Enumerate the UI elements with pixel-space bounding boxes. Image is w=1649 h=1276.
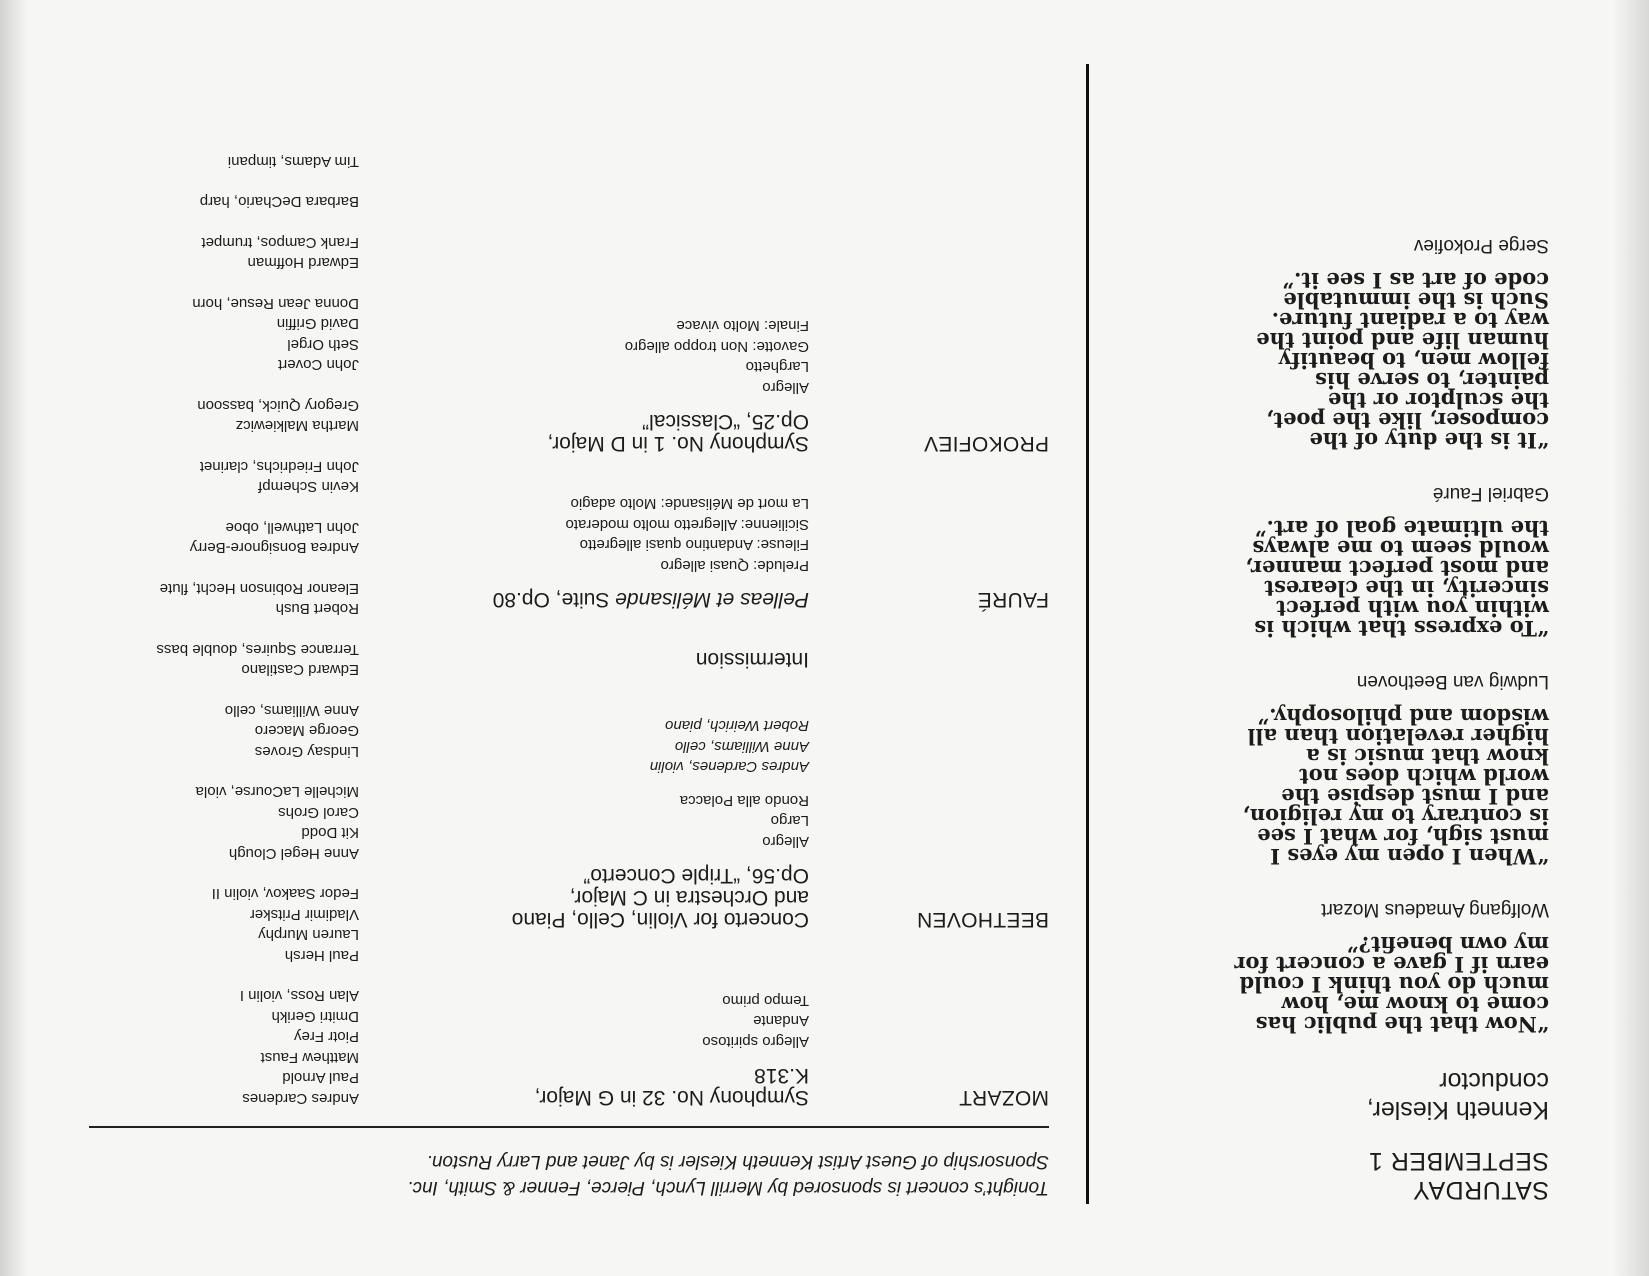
roster-name: George Macero xyxy=(254,722,359,740)
roster-name: Robert Bush xyxy=(275,600,359,618)
soloist: Anne Williams, cello xyxy=(674,738,809,755)
movement: Tempo primo xyxy=(722,992,809,1009)
header-rule xyxy=(89,1126,1049,1128)
quote-prokofiev xyxy=(1109,234,1549,453)
movement: Allegro spiritoso xyxy=(702,1033,809,1050)
roster-name: Vladimir Pritsker xyxy=(249,906,359,923)
soloist: Robert Weirich, piano xyxy=(665,717,809,735)
roster-section-trumpet xyxy=(69,232,359,273)
piece-beethoven xyxy=(409,715,809,930)
roster-section-viola xyxy=(69,781,359,863)
quote-beethoven xyxy=(1109,670,1549,869)
binding-shadow-left xyxy=(1613,0,1649,1276)
movement: Rondo alla Polacca xyxy=(679,792,809,809)
movement: Sicilienne: Allegretto molto moderato xyxy=(565,516,809,533)
quote-text: “Now that the public has come to know me, how much do you think I could earn if I gave a concert for my own benefit?” xyxy=(1234,932,1549,1037)
roster-section-horn xyxy=(69,293,359,375)
roster-name: John Friedrichs, clarinet xyxy=(199,458,359,475)
roster-name: Carol Grohs xyxy=(278,804,359,821)
concert-date xyxy=(1109,1146,1549,1204)
roster-section-timpani xyxy=(69,151,359,172)
piece-mozart xyxy=(409,990,809,1109)
orchestra-roster xyxy=(69,151,359,1109)
roster-name: Martha Malkiewicz xyxy=(235,417,359,435)
quote-author: Serge Prokofiev xyxy=(1413,235,1549,256)
movement: Finale: Molto vivace xyxy=(676,317,809,335)
roster-section-oboe xyxy=(69,517,359,558)
movement: Largo xyxy=(770,812,809,830)
roster-section-violin2 xyxy=(69,883,359,965)
roster-name: Terrance Squires, double bass xyxy=(156,641,359,658)
piece-title xyxy=(409,588,809,610)
roster-name: Anne Hegel Clough xyxy=(228,845,359,862)
roster-name: Kevin Schempf xyxy=(258,478,359,496)
piece-faure xyxy=(409,493,809,610)
quote-author: Wolfgang Amadeus Mozart xyxy=(1321,899,1549,920)
movement: Andante xyxy=(753,1012,809,1030)
movement: Allegro xyxy=(762,833,809,850)
roster-name: Michelle LaCourse, viola xyxy=(195,783,359,801)
piece-title: Symphony No. 1 in D Major, Op.25, “Classical” xyxy=(547,410,809,455)
roster-name: Seth Orgel xyxy=(287,336,359,353)
roster-name: Piotr Frey xyxy=(293,1028,359,1046)
piece-title-italic: Pelleas et Mélisande xyxy=(615,588,809,611)
movement: Larghetto xyxy=(745,358,809,376)
roster-name: John Lathwell, oboe xyxy=(225,519,359,536)
roster-section-bass xyxy=(69,639,359,680)
roster-name: Edward Castilano xyxy=(241,661,359,679)
quote-author: Ludwig van Beethoven xyxy=(1356,671,1549,692)
composer-mozart: MOZART xyxy=(958,1086,1049,1109)
conductor-name: Kenneth Kiesler, xyxy=(1366,1096,1549,1124)
conductor xyxy=(1109,1066,1549,1124)
composer-prokofiev: PROKOFIEV xyxy=(923,432,1049,455)
roster-section-bassoon xyxy=(69,395,359,436)
date-month-day: SEPTEMBER 1 xyxy=(1368,1147,1549,1175)
roster-name: Gregory Quick, bassoon xyxy=(197,397,359,414)
roster-section-cello xyxy=(69,700,359,762)
roster-name: Fedor Saakov, violin II xyxy=(211,885,359,903)
quote-text: “When I open my eyes I must sigh, for what I see is contrary to my religion, and I must despise the world which does not know that music is a higher revelation than all wisdom and philosophy.” xyxy=(1242,704,1549,869)
roster-name: Edward Hoffman xyxy=(247,254,359,272)
roster-name: Paul Hersh xyxy=(284,947,359,964)
roster-name: Lindsay Groves xyxy=(254,743,359,760)
movement: Fileuse: Andantino quasi allegretto xyxy=(579,536,809,554)
movement: Prelude: Quasi allegro xyxy=(660,557,809,574)
movement: Gavotte: Non troppo allegro xyxy=(624,338,809,355)
quote-mozart xyxy=(1109,898,1549,1037)
roster-section-clarinet xyxy=(69,456,359,497)
roster-name: Dmitri Gerikh xyxy=(271,1008,359,1025)
sponsor-line: Tonight’s concert is sponsored by Merrill Lynch, Pierce, Fenner & Smith, Inc. xyxy=(407,1177,1049,1198)
piece-prokofiev xyxy=(409,315,809,454)
roster-name: Eleanor Robinson Hecht, flute xyxy=(159,580,359,597)
piece-title: Symphony No. 32 in G Major, K.318 xyxy=(534,1064,809,1109)
roster-name: Frank Campos, trumpet xyxy=(201,234,359,251)
sponsor-line: Sponsorship of Guest Artist Kenneth Kiesler is by Janet and Larry Ruston. xyxy=(426,1151,1049,1172)
roster-name: Tim Adams, timpani xyxy=(227,153,359,170)
quote-faure xyxy=(1109,482,1549,641)
sponsor-note xyxy=(89,1148,1049,1200)
roster-section-violin1 xyxy=(69,985,359,1108)
roster-name: John Covert xyxy=(278,356,359,374)
roster-name: David Griffin xyxy=(276,315,359,333)
soloist: Andres Cardenes, violin xyxy=(649,758,809,776)
roster-name: Kit Dodd xyxy=(301,824,359,842)
piece-title: Concerto for Violin, Cello, Piano and Orchestra in C Major, Op.56, “Triple Concerto” xyxy=(511,864,809,931)
roster-section-flute xyxy=(69,578,359,619)
column-divider xyxy=(1086,64,1089,1204)
roster-name: Paul Arnold xyxy=(282,1069,359,1087)
movement: La mort de Mélisande: Molto adagio xyxy=(570,495,809,513)
roster-name: Matthew Faust xyxy=(260,1049,359,1066)
roster-name: Alan Ross, violin I xyxy=(239,987,359,1005)
quote-text: “It is the duty of the composer, like the poet, the sculptor or the painter, to serve his fellow men, to beautify human life and point the way to a radiant future. Such is the immutable code of art as I see it.” xyxy=(1256,268,1549,453)
roster-name: Donna Jean Resue, horn xyxy=(192,295,359,312)
conductor-role: conductor xyxy=(1439,1067,1549,1095)
roster-name: Lauren Murphy xyxy=(258,926,359,944)
roster-name: Andrea Bonsignore-Berry xyxy=(189,539,359,557)
quote-author: Gabriel Fauré xyxy=(1432,483,1549,504)
movement: Allegro xyxy=(762,379,809,396)
piece-title-rest: Suite, Op.80 xyxy=(492,588,616,611)
composer-beethoven: BEETHOVEN xyxy=(916,908,1049,931)
roster-name: Andres Cardenes xyxy=(242,1090,359,1107)
roster-name: Anne Williams, cello xyxy=(224,702,359,719)
binding-shadow-right xyxy=(0,0,28,1276)
intermission: Intermission xyxy=(695,648,809,671)
roster-section-harp xyxy=(69,191,359,212)
quotes-column xyxy=(1109,234,1549,1204)
roster-name: Barbara DeChario, harp xyxy=(199,193,359,211)
quote-text: “To express that which is within you with perfect sincerity, in the clearest and most perfect manner, would seem to me always the ultimate goal of art.” xyxy=(1245,516,1549,641)
date-day: SATURDAY xyxy=(1412,1176,1549,1204)
composer-faure: FAURÉ xyxy=(977,588,1049,611)
